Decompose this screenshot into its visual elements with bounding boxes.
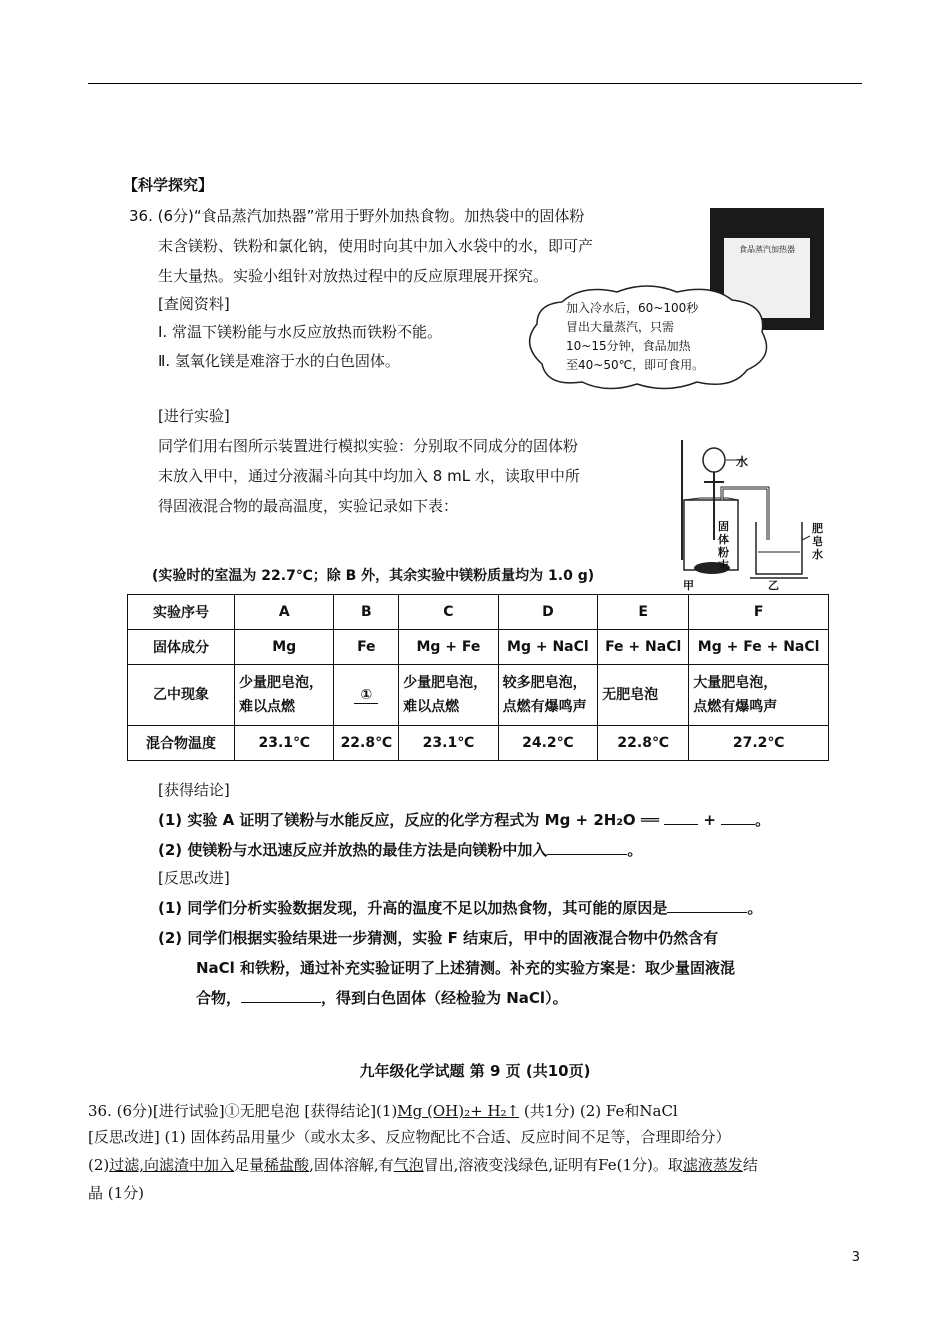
answer-line-2: [反思改进] (1) 固体药品用量少（或水太多、反应物配比不合适、反应时间不足等，合理即给分） [88,1128,731,1146]
cell-id: B [334,595,399,630]
cell-component: Mg + Fe [399,630,498,665]
answer-text: ,固体溶解,有 [309,1156,394,1174]
row-label-component: 固体成分 [128,630,235,665]
phenomenon-line: 难以点燃 [403,699,460,715]
cell-id: C [399,595,498,630]
answer-text: 足量 [234,1156,265,1174]
phenomenon-line: 少量肥皂泡， [239,675,323,691]
experiment-note: (实验时的室温为 22.7℃；除 B 外，其余实验中镁粉质量均为 1.0 g) [152,568,595,584]
answer-blank [547,854,627,855]
research-item-2: Ⅱ. 氢氧化镁是难溶于水的白色固体。 [158,352,400,370]
page-footer: 九年级化学试题 第 9 页 (共10页) [359,1062,591,1080]
reflect-2d-text: ，得到白色固体（经检验为 NaCl）。 [321,989,568,1007]
answer-text: (2) [88,1156,110,1174]
reflect-2b: NaCl 和铁粉，通过补充实验证明了上述猜测。补充的实验方案是：取少量固液混 [196,959,736,977]
reflect-title: [反思改进] [158,869,230,887]
answer-text: 结 [742,1156,758,1174]
q36-line2: 末含镁粉、铁粉和氯化钠，使用时向其中加入水袋中的水，即可产 [158,237,594,255]
bubble-text-2: 冒出大量蒸汽，只需 [566,320,675,334]
cell-phenomenon [334,665,399,726]
reflect-2c-text: 合物， [196,989,242,1007]
bubble-text-4: 至40~50℃，即可食用。 [566,358,705,372]
label-soap: 肥皂水 [812,522,823,561]
experiment-table [127,594,829,761]
conclusion-1: (1) 实验 A 证明了镁粉与水能反应，反应的化学方程式为 Mg + 2H₂O ══ + 。 [158,811,771,829]
answer-text: 冒出,溶液变浅绿色,证明有Fe(1分)。取 [423,1156,683,1174]
phenomenon-line: 较多肥皂泡， [502,675,587,691]
phenomenon-line: 点燃有爆鸣声 [502,699,587,715]
reflect-2a: (2) 同学们根据实验结果进一步猜测，实验 F 结束后，甲中的固液混合物中仍然含有 [158,929,719,947]
label-powder: 固体粉末 [718,520,729,572]
cell-component: Mg [235,630,334,665]
cell-temp: 27.2℃ [689,726,829,761]
row-label-temp: 混合物温度 [128,726,235,761]
label-water: 水 [736,455,749,469]
conclusion-1-text: (1) 实验 A 证明了镁粉与水能反应，反应的化学方程式为 Mg + 2H₂O ══ [158,811,659,829]
cell-temp: 23.1℃ [235,726,334,761]
cell-temp: 22.8℃ [598,726,689,761]
bubble-text-1: 加入冷水后，60~100秒 [566,301,699,315]
cell-temp: 24.2℃ [498,726,597,761]
phenomenon-line: 难以点燃 [239,699,295,715]
answer-underlined: 过滤,向滤渣中加入 [109,1156,235,1174]
phenomenon-line: 大量肥皂泡， [693,675,778,691]
row-label-id: 实验序号 [128,595,235,630]
row-label-phenomenon: 乙中现象 [128,665,235,726]
cell-component: Mg + Fe + NaCl [689,630,829,665]
experiment-line2: 末放入甲中，通过分液漏斗向其中均加入 8 mL 水，读取甲中所 [158,467,580,485]
q36-line1: 36. (6分)“食品蒸汽加热器”常用于野外加热食物。加热袋中的固体粉 [129,207,585,225]
reflect-1: (1) 同学们分析实验数据发现，升高的温度不足以加热食物，其可能的原因是 。 [158,899,763,917]
cell-component: Fe [334,630,399,665]
cell-component: Fe + NaCl [598,630,689,665]
answer-line-4: 晶 (1分) [88,1184,145,1202]
label-yi: 乙 [768,579,779,592]
header-rule [88,83,862,84]
research-item-1: Ⅰ. 常温下镁粉能与水反应放热而铁粉不能。 [158,323,442,341]
phenomenon-line: 无肥皂泡 [602,687,659,703]
reflect-2c [196,988,568,1008]
cell-id: F [689,595,829,630]
answer-line-1 [88,1098,678,1124]
experiment-title: [进行实验] [158,407,230,425]
page-number: 3 [851,1250,860,1265]
answer-blank [721,824,755,825]
bubble-text-3: 10~15分钟，食品加热 [566,339,691,353]
cell-temp: 22.8℃ [334,726,399,761]
blank-marker: ① [354,687,378,704]
cell-phenomenon [689,665,829,726]
label-jia: 甲 [683,579,694,592]
answer-underlined: 气泡 [393,1156,424,1174]
cell-phenomenon [235,665,334,726]
package-label: 食品蒸汽加热器 [739,245,795,254]
cell-phenomenon [399,665,498,726]
cell-id: A [235,595,334,630]
answer-underlined: 滤液蒸发 [682,1156,743,1174]
cell-phenomenon [498,665,597,726]
phenomenon-line: 点燃有爆鸣声 [693,699,778,715]
cell-component: Mg + NaCl [498,630,597,665]
conclusion-2: (2) 使镁粉与水迅速反应并放热的最佳方法是向镁粉中加入 。 [158,841,643,859]
section-heading: 【科学探究】 [123,176,214,194]
cell-phenomenon [598,665,689,726]
answer-blank [241,1002,321,1003]
answer-text: (共1分) (2) Fe和NaCl [519,1102,678,1120]
conclusion-2-text: (2) 使镁粉与水迅速反应并放热的最佳方法是向镁粉中加入 [158,841,548,859]
cell-id: D [498,595,597,630]
answer-blank [667,912,747,913]
answer-text: 36. (6分)[进行试验]①无肥皂泡 [获得结论](1) [88,1102,398,1120]
cell-id: E [598,595,689,630]
answer-line-3 [88,1152,758,1178]
answer-underlined: Mg (OH)₂+ H₂↑ [397,1102,520,1120]
cell-temp: 23.1℃ [399,726,498,761]
phenomenon-line: 少量肥皂泡， [403,675,488,691]
conclusion-title: [获得结论] [158,781,230,799]
experiment-line1: 同学们用右图所示装置进行模拟实验：分别取不同成分的固体粉 [158,437,579,455]
q36-line3: 生大量热。实验小组针对放热过程中的反应原理展开探究。 [158,267,549,285]
answer-blank [664,824,698,825]
experiment-line3: 得固液混合物的最高温度，实验记录如下表： [158,497,459,515]
answer-underlined: 稀盐酸 [264,1156,310,1174]
research-title: [查阅资料] [158,295,230,313]
reflect-1-text: (1) 同学们分析实验数据发现，升高的温度不足以加热食物，其可能的原因是 [158,899,668,917]
